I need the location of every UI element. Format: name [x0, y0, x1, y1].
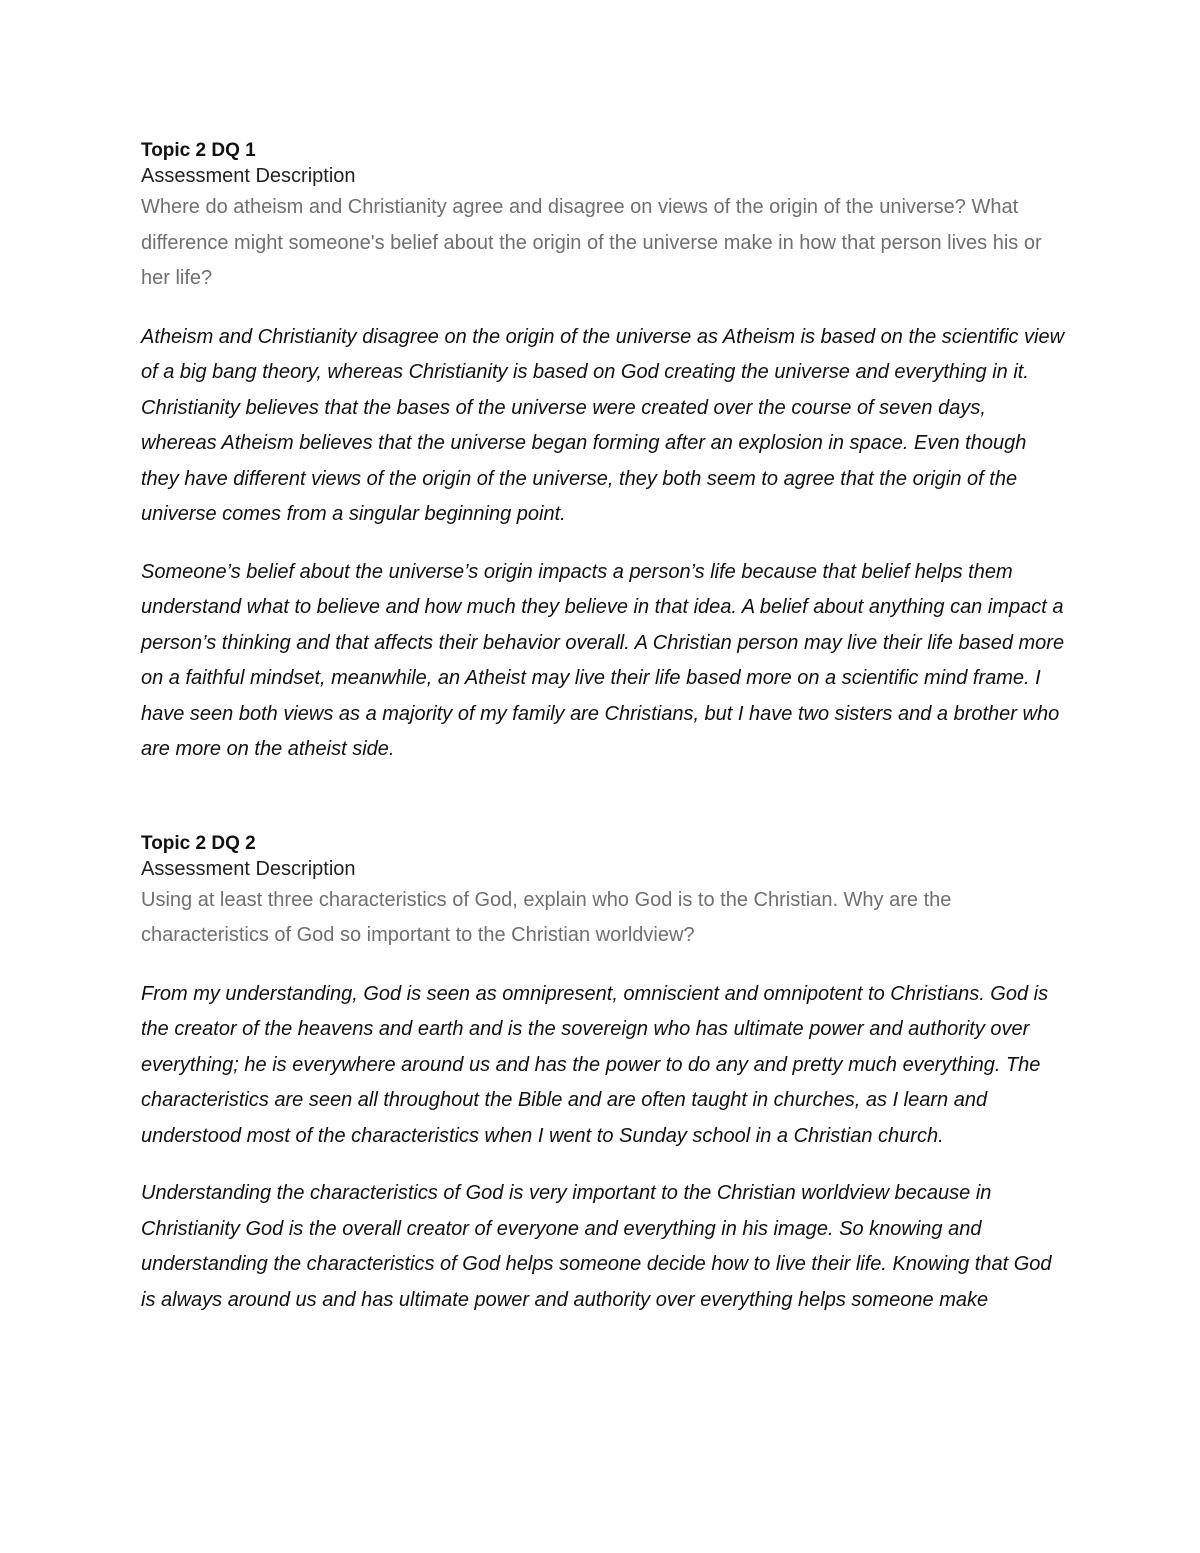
assessment-description-heading: Assessment Description [141, 165, 356, 187]
section-title: Topic 2 DQ 1 [141, 140, 256, 161]
answer-paragraph: Understanding the characteristics of God is very important to the Christian worldview because in Christianity God is the overall creator of everyone and everything in his image. So knowing and understanding the characteristics of God helps someone decide how to live their life. Knowing that God is always around us and has ultimate power and authority over everything helps someone make [141, 1182, 1052, 1311]
answer-paragraph: From my understanding, God is seen as omnipresent, omniscient and omnipotent to Christians. God is the creator of the heavens and earth and is the sovereign who has ultimate power and authority over everything; he is everywhere around us and has the power to do any and pretty much everything. The characteristics are seen all throughout the Bible and are often taught in churches, as I learn and understood most of the characteristics when I went to Sunday school in a Christian church. [141, 982, 1049, 1147]
assessment-prompt: Where do atheism and Christianity agree and disagree on views of the origin of the universe? What difference might someone's belief about the origin of the universe make in how that person lives his or her life? [141, 196, 1042, 289]
document-page [141, 140, 1066, 1318]
assessment-prompt: Using at least three characteristics of God, explain who God is to the Christian. Why are the characteristics of God so important to the Christian worldview? [141, 888, 952, 946]
section-title: Topic 2 DQ 2 [141, 832, 256, 854]
assessment-description-heading: Assessment Description [141, 857, 356, 880]
section-topic-2-dq-1 [141, 140, 1066, 768]
answer-paragraph: Atheism and Christianity disagree on the origin of the universe as Atheism is based on the scientific view of a big bang theory, whereas Christianity is based on God creating the universe and everything in it. Christianity believes that the bases of the universe were created over the course of seven days, whereas Atheism believes that the universe began forming after an explosion in space. Even though they have different views of the origin of the universe, they both seem to agree that the origin of the universe comes from a singular beginning point. [141, 325, 1065, 525]
answer-paragraph: Someone’s belief about the universe’s origin impacts a person’s life because that belief helps them understand what to believe and how much they believe in that idea. A belief about anything can impact a person’s thinking and that affects their behavior overall. A Christian person may live their life based more on a faithful mindset, meanwhile, an Atheist may live their life based more on a scientific mind frame. I have seen both views as a majority of my family are Christians, but I have two sisters and a brother who are more on the atheist side. [141, 560, 1065, 760]
section-topic-2-dq-2 [141, 833, 1066, 1319]
